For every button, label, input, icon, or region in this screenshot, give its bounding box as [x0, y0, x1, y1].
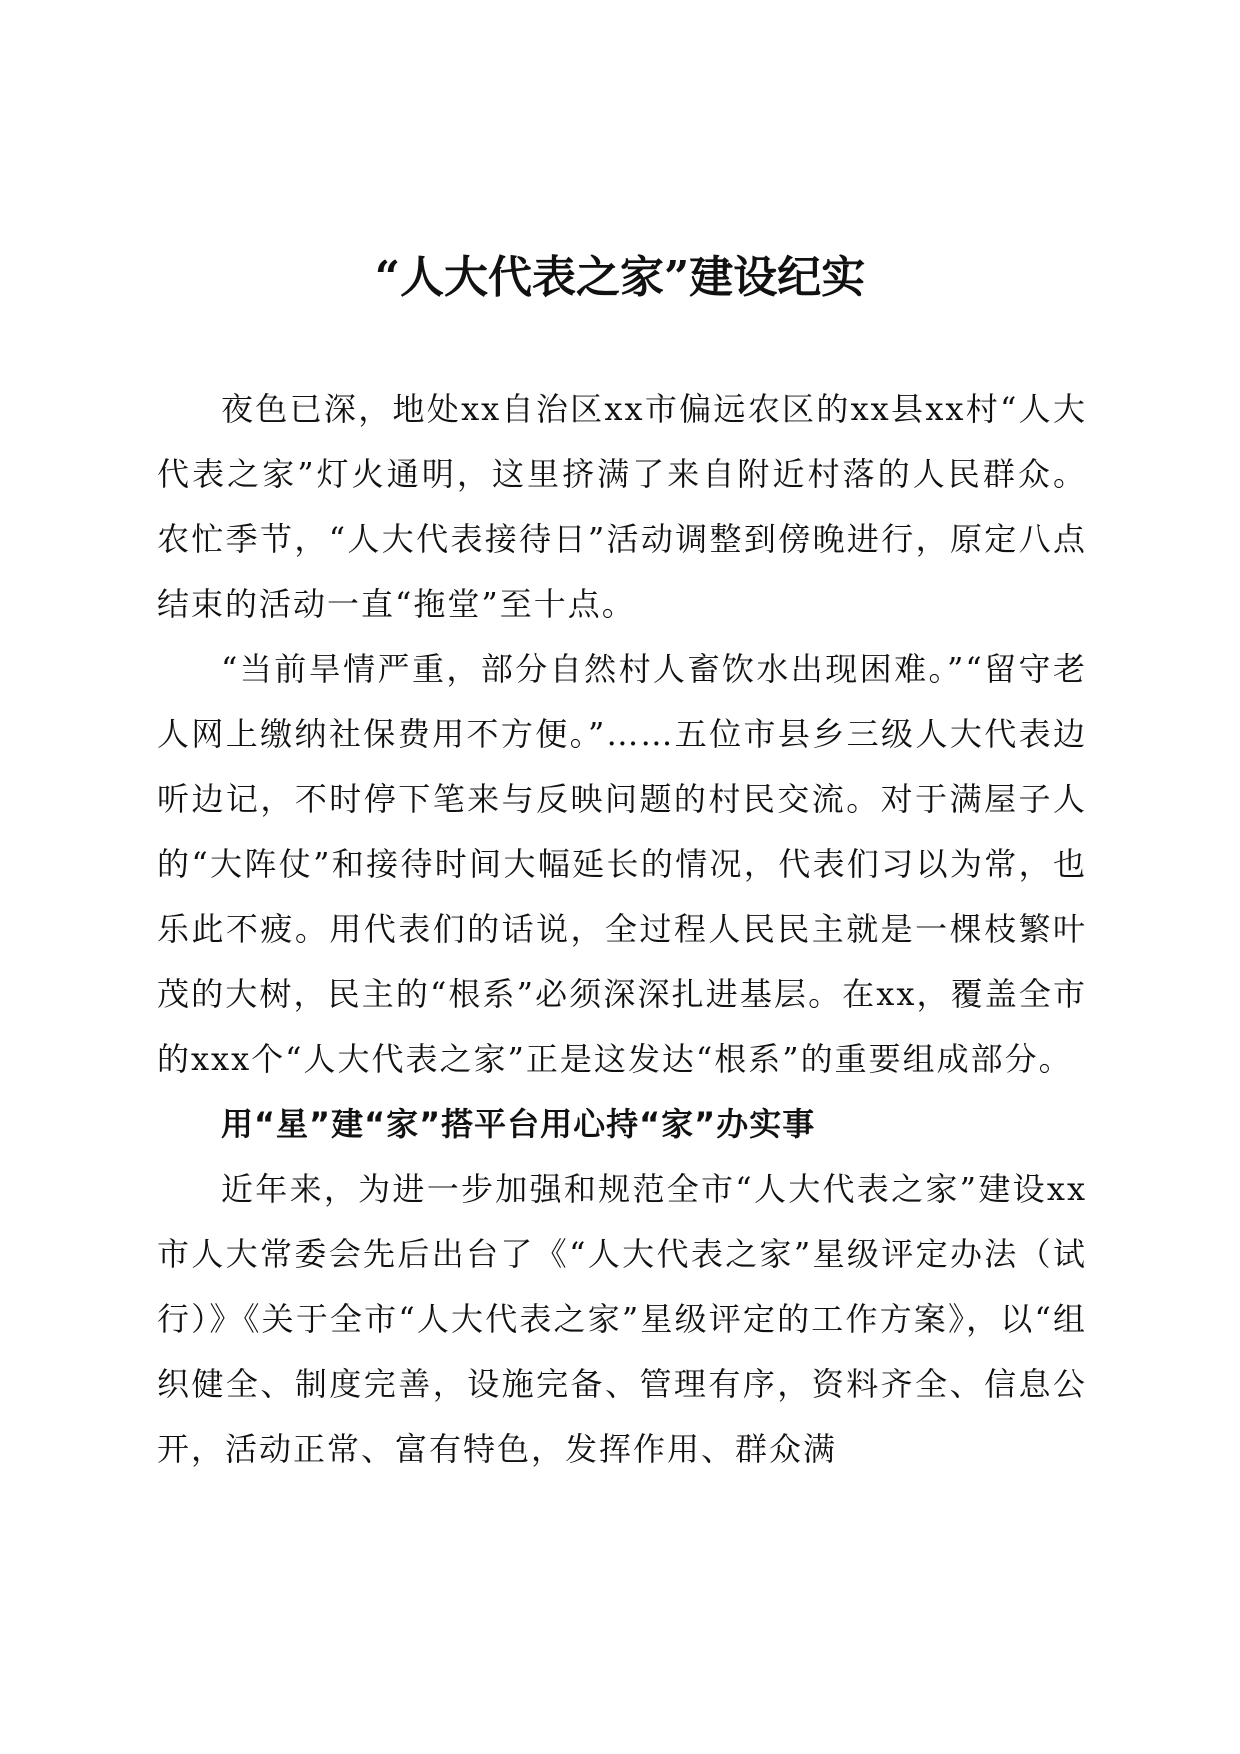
document-title: “人大代表之家”建设纪实	[374, 252, 866, 303]
document-body	[157, 377, 1087, 1482]
paragraph-2: “当前旱情严重，部分自然村人畜饮水出现困难。”“留守老人网上缴纳社保费用不方便。”……五位市县乡三级人大代表边听边记，不时停下笔来与反映问题的村民交流。对于满屋子人的“大阵仗”和接待时间大幅延长的情况，代表们习以为常，也乐此不疲。用代表们的话说，全过程人民民主就是一棵枝繁叶茂的大树，民主的“根系”必须深深扎进基层。在xx，覆盖全市的xxx个“人大代表之家”正是这发达“根系”的重要组成部分。	[157, 650, 1087, 1078]
paragraph-3: 近年来，为进一步加强和规范全市“人大代表之家”建设xx市人大常委会先后出台了《“人大代表之家”星级评定办法（试行）》《关于全市“人大代表之家”星级评定的工作方案》，以“组织健全、制度完善，设施完备、管理有序，资料齐全、信息公开，活动正常、富有特色，发挥作用、群众满	[157, 1170, 1087, 1468]
paragraph-1: 夜色已深，地处xx自治区xx市偏远农区的xx县xx村“人大代表之家”灯火通明，这里挤满了来自附近村落的人民群众。农忙季节，“人大代表接待日”活动调整到傍晚进行，原定八点结束的活动一直“拖堂”至十点。	[157, 390, 1087, 623]
section-heading: 用“星”建“家”搭平台用心持“家”办实事	[221, 1105, 816, 1143]
